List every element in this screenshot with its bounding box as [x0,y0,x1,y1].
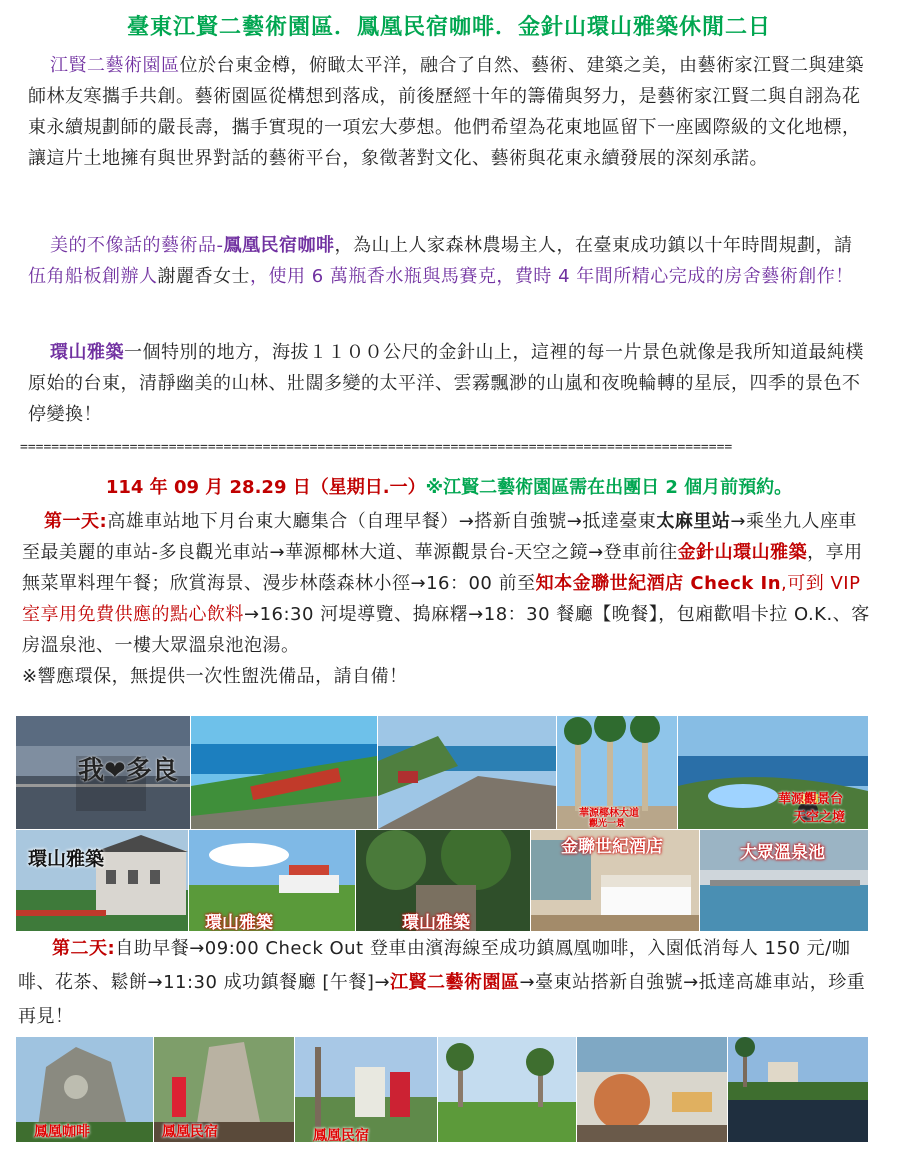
duoliang-sign: 我❤多良 [78,756,178,786]
huanshan-forest-photo [356,830,530,931]
inn-caption-2: 鳳凰民宿 [313,1128,369,1142]
hotel-room-photo [531,830,699,931]
intro-paragraph-art-park [28,50,870,174]
train-coast-photo [191,716,377,829]
founder-title: 伍角船板創辦人 [28,266,158,287]
date-line [0,473,898,499]
day1-eco-note: ※響應環保，無提供一次性盥洗備品，請自備！ [22,666,408,687]
day2-text-1: 自助早餐→09:00 Check Out 登車由濱海線至成功鎮鳳凰咖啡，入園低消每人 150 元/咖啡、花茶、鬆餅→11:30 成功鎮餐廳 [午餐]→ [18,938,851,993]
photo-row-1 [16,716,868,829]
art-park-pond-photo [728,1037,868,1142]
photo-row-2 [16,830,868,931]
huanshan-view-photo [189,830,355,931]
day1-vip-note: ,可到 VIP 室享用免費供應的點心飲料 [22,573,861,625]
page-title: 臺東江賢二藝術園區．鳳凰民宿咖啡．金針山環山雅築休閒二日 [126,15,771,40]
day1-label: 第一天: [44,511,108,532]
day2-itinerary [18,932,880,1034]
day2-label: 第二天: [52,938,116,959]
art-park-lawn-photo [438,1037,576,1142]
hot-spring-pool-photo [700,830,868,931]
pool-label: 大眾溫泉池 [740,843,825,863]
huanshan-label-3: 環山雅築 [402,913,470,931]
day1-lunch-place: 金針山環山雅築 [677,542,808,563]
flower-tea-photo [577,1037,727,1142]
day1-text-1: 高雄車站地下月台東大廳集合（自理早餐）→搭新自強號→抵達臺東 [107,511,657,532]
duoliang-station-photo [378,716,556,829]
booking-note: ※江賢二藝術園區需在出團日 2 個月前預約。 [425,477,793,498]
inn-caption: 鳳凰民宿 [162,1124,218,1140]
founder-name: 謝麗香女士 [157,266,250,287]
sky-caption-2: 天空之境 [793,810,846,825]
phoenix-highlight: 鳳凰民宿咖啡 [223,235,335,256]
day1-text-2: →乘坐九人座車至最美麗的車站-多良觀光車站→華源椰林大道、華源觀景台-天空之鏡→登車前往 [22,511,857,563]
huanshan-label: 環山雅築 [28,848,105,870]
divider-line: =========================================================================================== [20,440,733,455]
phoenix-text: ，為山上人家森林農場主人，在臺東成功鎮以十年時間規劃，請 [334,235,853,256]
hotel-label: 金聯世紀酒店 [561,837,663,857]
palm-caption: 華源椰林大道 [579,808,639,819]
huanshan-label-2: 環山雅築 [205,913,273,931]
sky-mirror-photo [678,716,868,829]
day2-art-park: 江賢二藝術園區 [390,972,520,993]
sky-caption: 華源觀景台 [778,792,844,807]
palm-caption-2: 觀光一景 [589,819,626,829]
huanshan-text: 一個特別的地方，海拔１１００公尺的金針山上，這裡的每一片景色就像是我所知道最純樸原始的台東，清靜幽美的山林、壯闊多變的太平洋、雲霧飄渺的山嵐和夜晚輪轉的星辰，四季的景色不停變換！ [28,342,864,425]
huanshan-house-photo [16,830,188,931]
palm-avenue-photo [557,716,677,829]
intro-paragraph-phoenix [28,230,870,292]
day2-text-2: →臺東站搭新自強號→抵達高雄車站，珍重再見！ [18,972,866,1027]
day1-itinerary [22,506,872,692]
phoenix-cafe-photo [16,1037,153,1142]
day1-station: 太麻里站 [656,511,731,532]
intro-paragraph-huanshan [28,337,870,430]
day1-hotel: 知本金聯世紀酒店 Check In [535,573,782,594]
day1-text-4: →16:30 河堤導覽、搗麻糬→18：30 餐廳【晚餐】，包廂歡唱卡拉 O.K.、客房溫泉池、一樓大眾溫泉池泡湯。 [22,604,870,656]
phoenix-detail: ，使用 6 萬瓶香水瓶與馬賽克，費時 4 年間所精心完成的房舍藝術創作！ [250,266,854,287]
photo-row-3 [16,1037,868,1142]
phoenix-inn-photo [154,1037,294,1142]
phoenix-inn-photo-2 [295,1037,437,1142]
phoenix-lead: 美的不像話的藝術品- [50,235,224,256]
huanshan-highlight: 環山雅築 [50,342,124,363]
art-park-highlight: 江賢二藝術園區 [50,55,180,76]
tour-date: 114 年 09 月 28.29 日（星期日.一） [105,477,426,498]
day1-text-3: ，享用無菜單料理午餐；欣賞海景、漫步林蔭森林小徑→16：00 前至 [22,542,863,594]
art-park-text: 位於台東金樽，俯瞰太平洋，融合了自然、藝術、建築之美，由藝術家江賢二與建築師林友寒攜手共創。藝術園區從構想到落成，前後歷經十年的籌備與努力，是藝術家江賢二與自詡為花東永續規劃師的嚴長壽，攜手實現的一項宏大夢想。他們希望為花東地區留下一座國際級的文化地標，讓這片土地擁有與世界對話的藝術平台，象徵著對文化、藝術與花東永續發展的深刻承諾。 [28,55,864,169]
duoliang-sign-photo [16,716,190,829]
cafe-caption: 鳳凰咖啡 [34,1124,90,1140]
